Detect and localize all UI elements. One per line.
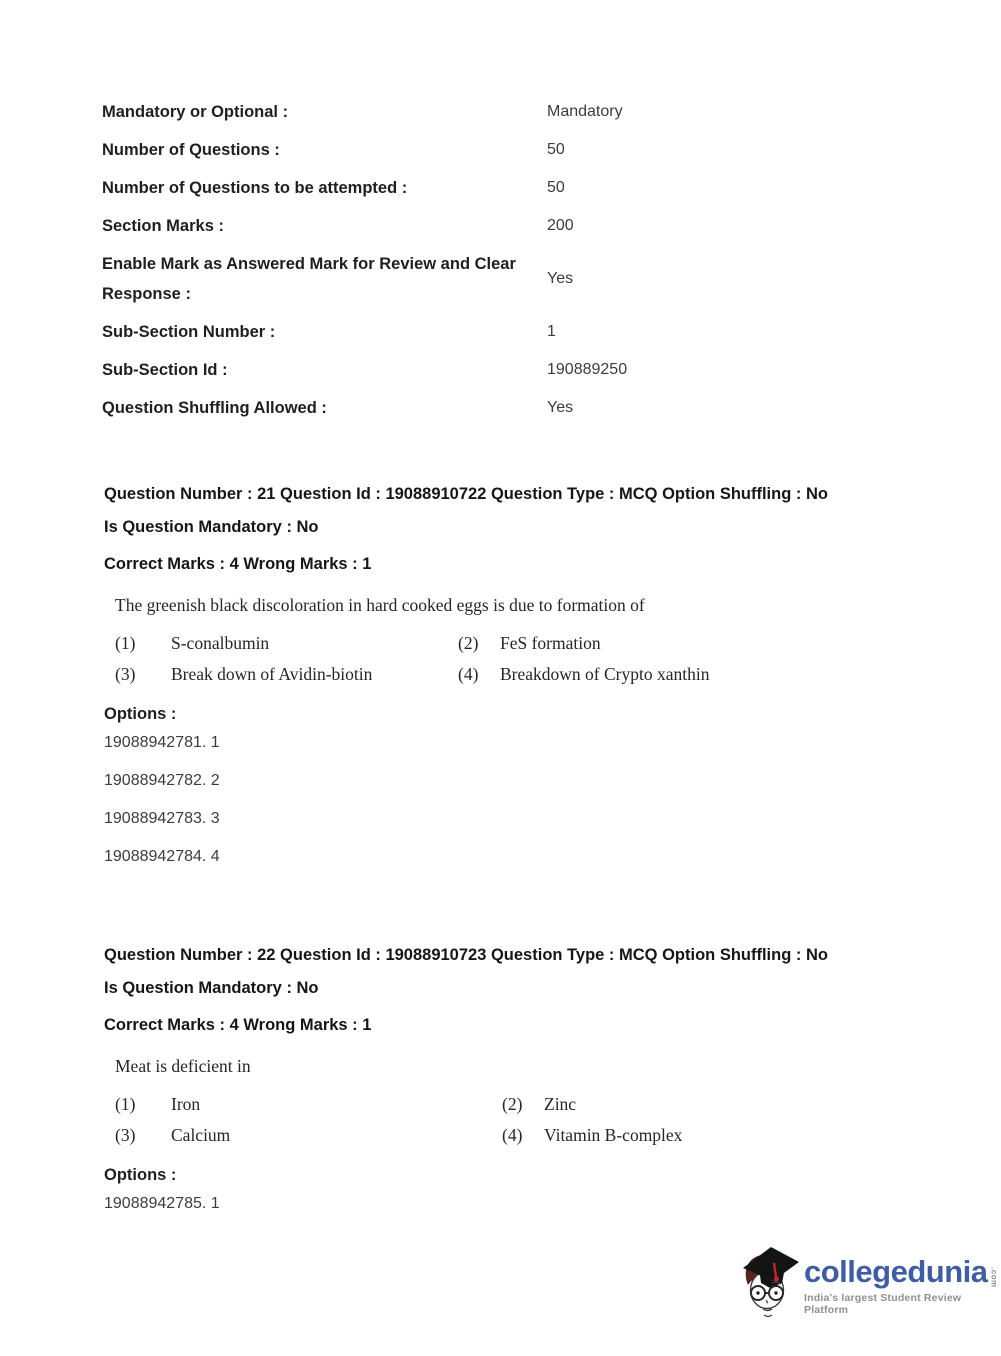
meta-row-enable-mark-as-answered [102,249,914,309]
meta-row-section-marks [102,211,914,241]
logo-brand-text: collegedunia [804,1254,988,1289]
options-label: Options : [104,1166,177,1184]
collegedunia-logo [740,1243,1001,1319]
choice-3 [115,659,458,690]
choice-row [115,1089,916,1120]
section-metadata [102,97,914,431]
choice-number: (2) [502,1094,523,1114]
meta-label: Mandatory or Optional : [102,103,289,121]
question-body [115,590,916,690]
choice-3 [115,1120,502,1151]
meta-label: Number of Questions to be attempted : [102,179,408,197]
choice-row [115,628,916,659]
question-header-line1: Question Number : 21 Question Id : 19088910722 Question Type : MCQ Option Shuffling : No [104,485,828,503]
meta-value: 1 [547,323,556,340]
meta-label: Section Marks : [102,217,224,235]
logo-tagline: India's largest Student Review Platform [804,1291,962,1316]
choice-row [115,1120,916,1151]
choice-text: S-conalbumin [171,633,270,653]
question-marks: Correct Marks : 4 Wrong Marks : 1 [104,555,372,573]
meta-value: Yes [547,270,574,287]
choice-number: (1) [115,1094,136,1114]
question-block-21 [104,478,916,876]
meta-value: 50 [547,141,565,158]
option-id: 19088942784. 4 [104,848,220,865]
logo-tld-text: .com [989,1267,999,1288]
choice-text: Vitamin B-complex [544,1125,683,1145]
question-marks: Correct Marks : 4 Wrong Marks : 1 [104,1016,372,1034]
choice-1 [115,1089,502,1120]
choice-number: (2) [458,633,479,653]
question-body [115,1051,916,1151]
options-label: Options : [104,705,177,723]
choice-text: Iron [171,1094,201,1114]
question-block-22 [104,939,916,1223]
logo-text-column [804,1254,1001,1316]
meta-value: 190889250 [547,361,628,378]
question-header-line2: Is Question Mandatory : No [104,518,319,536]
choice-text: FeS formation [500,633,601,653]
option-id: 19088942782. 2 [104,772,220,789]
meta-label: Sub-Section Number : [102,323,276,341]
meta-label: Sub-Section Id : [102,361,228,379]
choice-4 [502,1120,682,1151]
choice-number: (4) [458,664,479,684]
choice-4 [458,659,709,690]
choice-number: (3) [115,664,136,684]
question-text: The greenish black discoloration in hard cooked eggs is due to formation of [115,595,645,615]
choice-1 [115,628,458,659]
choice-2 [458,628,601,659]
meta-value: Mandatory [547,103,623,120]
meta-value: 200 [547,217,574,234]
meta-label: Number of Questions : [102,141,280,159]
meta-value: Yes [547,399,574,416]
meta-row-mandatory-or-optional [102,97,914,127]
choice-number: (1) [115,633,136,653]
option-id: 19088942781. 1 [104,734,220,751]
meta-value: 50 [547,179,565,196]
meta-label: Question Shuffling Allowed : [102,399,327,417]
choice-text: Break down of Avidin-biotin [171,664,373,684]
meta-row-question-shuffling [102,393,914,423]
meta-label: Enable Mark as Answered Mark for Review and Clear Response : [102,255,516,303]
question-header-line2: Is Question Mandatory : No [104,979,319,997]
logo-brand-row [804,1254,1001,1289]
choice-number: (3) [115,1125,136,1145]
meta-row-sub-section-number [102,317,914,347]
question-header-line1: Question Number : 22 Question Id : 19088910723 Question Type : MCQ Option Shuffling : No [104,946,828,964]
collegedunia-mascot-icon [740,1243,802,1319]
meta-row-questions-to-be-attempted [102,173,914,203]
question-text: Meat is deficient in [115,1056,251,1076]
meta-row-number-of-questions [102,135,914,165]
option-id: 19088942785. 1 [104,1195,220,1212]
choice-text: Zinc [544,1094,577,1114]
choice-number: (4) [502,1125,523,1145]
choice-2 [502,1089,576,1120]
choice-text: Calcium [171,1125,231,1145]
choice-row [115,659,916,690]
choice-text: Breakdown of Crypto xanthin [500,664,710,684]
meta-row-sub-section-id [102,355,914,385]
option-id: 19088942783. 3 [104,810,220,827]
